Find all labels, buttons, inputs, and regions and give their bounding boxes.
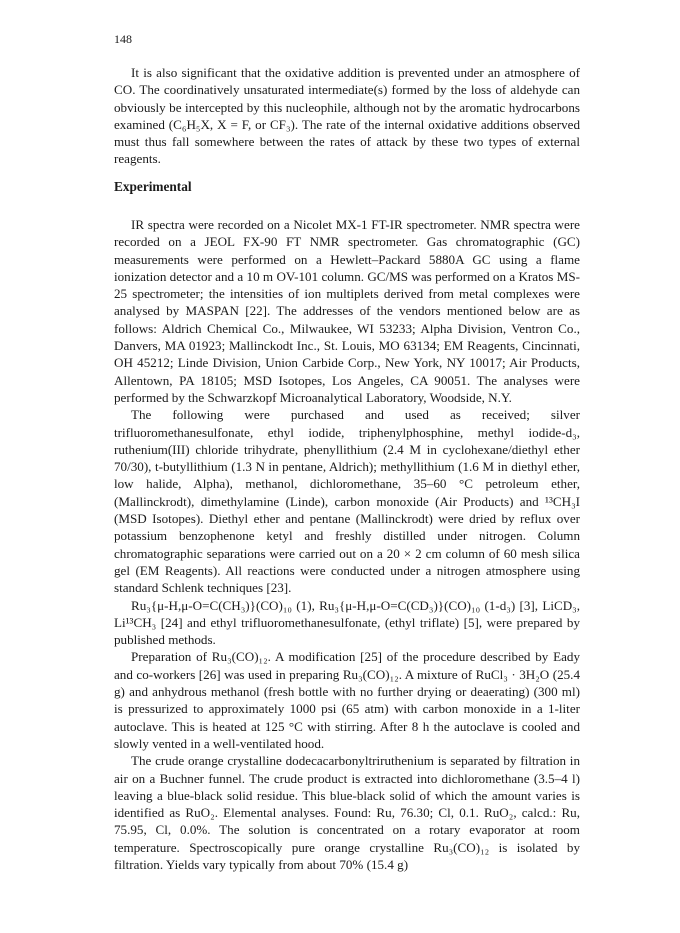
paragraph: IR spectra were recorded on a Nicolet MX-1 FT-IR spectrometer. NMR spectra were recorded on a JEOL FX-90 FT NMR spectrometer. Gas chromatographic (GC) measurements were performed on a Hewlett–Packard 5880A GC using a flame ionization detector and a 10 m OV-101 column. GC/MS was performed on a Kratos MS-25 spectrometer; the intensities of ion multiplets derived from metal complexes were analysed by MASPAN [22]. The addresses of the vendors mentioned below are as follows: Aldrich Chemical Co., Milwaukee, WI 53233; Alpha Division, Ventron Co., Danvers, MA 01923; Mallinckodt Inc., St. Louis, MO 63134; EM Reagents, Cincinnati, OH 45212; Linde Division, Union Carbide Corp., New York, NY 10017; Air Products, Allentown, PA 18105; MSD Isotopes, Los Angeles, CA 90051. The analyses were performed by the Schwarzkopf Microanalytical Laboratory, Woodside, N.Y. <box>114 217 580 405</box>
paragraph: Preparation of Ru₃(CO)₁₂. A modification [25] of the procedure described by Eady and co-workers [26] was used in preparing Ru₃(CO)₁₂. A mixture of RuCl₃ · 3H₂O (25.4 g) and anhydrous methanol (fresh bottle with no further drying or deaerating) (300 ml) is pressurized to approximately 1000 psi (65 atm) with carbon monoxide in a 1-liter autoclave. This is heated at 125 °C with stirring. After 8 h the autoclave is cooled and slowly vented in a well-ventilated hood. <box>114 649 580 751</box>
paragraph: The crude orange crystalline dodecacarbonyltriruthenium is separated by filtration in air on a Buchner funnel. The crude product is extracted into dichloromethane (3.5–4 l) leaving a blue-black solid residue. This blue-black solid of which the amount varies is identified as RuO₂. Elemental analyses. Found: Ru, 76.30; Cl, 0.1. RuO₂, calcd.: Ru, 75.95, Cl, 0.0%. The solution is concentrated on a rotary evaporator at room temperature. Spectroscopically pure orange crystalline Ru₃(CO)₁₂ is isolated by filtration. Yields vary typically from about 70% (15.4 g) <box>114 753 580 872</box>
paragraph: Ru₃{μ-H,μ-O=C(CH₃)}(CO)₁₀ (1), Ru₃{μ-H,μ-O=C(CD₃)}(CO)₁₀ (1-d₃) [3], LiCD₃, Li¹³CH₃ [24] and ethyl trifluoromethanesulfonate, (ethyl triflate) [5], were prepared by published methods. <box>114 597 580 648</box>
paragraph: The following were purchased and used as received; silver trifluoromethanesulfonate, ethyl iodide, triphenylphosphine, methyl iodide-d₃, ruthenium(III) chloride trihydrate, phenyllithium (2.4 M in cyclohexane/diethyl ether 70/30), t-butyllithium (1.3 N in pentane, Aldrich); methyllithium (1.6 M in diethyl ether, low halide, Alpha), methanol, dichloromethane, 35–60 °C petroleum ether, (Mallinckrodt), dimethylamine (Linde), carbon monoxide (Air Products) and ¹³CH₃I (MSD Isotopes). Diethyl ether and pentane (Mallinckrodt) were dried by reflux over potassium benzophenone ketyl and freshly distilled under nitrogen. Column chromatographic separations were carried out on a 20 × 2 cm column of 60 mesh silica gel (EM Reagents). All reactions were conducted under a nitrogen atmosphere using standard Schlenk techniques [23]. <box>114 407 580 596</box>
paragraph: It is also significant that the oxidative addition is prevented under an atmosphere of CO. The coordinatively unsaturated intermediate(s) formed by the loss of aldehyde can obviously be intercepted by this nucleophile, although not by the aromatic hydrocarbons examined (C₆H₅X, X = F, or CF₃). The rate of the internal oxidative additions observed must thus fall somewhere between the rates of attack by these two types of external reagents. <box>114 65 580 167</box>
section-heading: Experimental <box>114 179 192 194</box>
page-number: 148 <box>114 32 132 46</box>
section-body <box>114 216 580 873</box>
intro-text <box>114 64 580 168</box>
